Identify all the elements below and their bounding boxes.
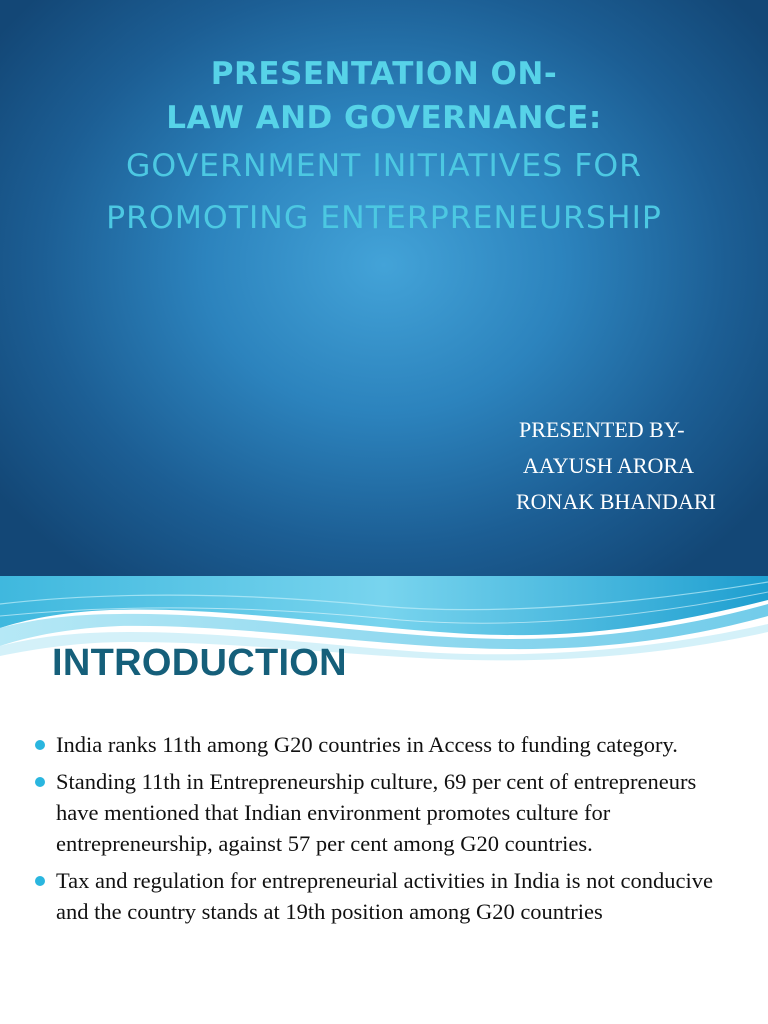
bullet-icon xyxy=(35,777,45,787)
list-item xyxy=(34,865,734,927)
introduction-heading: INTRODUCTION xyxy=(52,642,347,684)
presenter-name: RONAK BHANDARI xyxy=(516,489,716,514)
presented-by-label: PRESENTED BY- xyxy=(519,417,685,442)
subtitle-line-1: GOVERNMENT INITIATIVES FOR xyxy=(125,148,643,184)
presenter-name: AAYUSH ARORA xyxy=(523,453,694,478)
list-item xyxy=(34,766,734,859)
bullet-text: Tax and regulation for entrepreneurial activities in India is not conducive and the country stands at 19th position among G20 countries xyxy=(56,868,713,924)
bullet-icon xyxy=(35,876,45,886)
list-item xyxy=(34,729,734,760)
bullet-list xyxy=(34,729,734,933)
subtitle-line-2: PROMOTING ENTERPRENEURSHIP xyxy=(106,200,662,236)
slide-title xyxy=(0,52,768,244)
title-line-2: LAW AND GOVERNANCE: xyxy=(166,100,602,136)
presenters-block xyxy=(513,412,716,520)
title-line-1: PRESENTATION ON- xyxy=(210,56,558,92)
introduction-slide xyxy=(0,576,768,1024)
bullet-icon xyxy=(35,740,45,750)
bullet-text: Standing 11th in Entrepreneurship culture, 69 per cent of entrepreneurs have mentioned that Indian environment promotes culture for entrepreneurship, against 57 per cent among G20 countries. xyxy=(56,769,697,856)
bullet-text: India ranks 11th among G20 countries in Access to funding category. xyxy=(56,732,678,757)
